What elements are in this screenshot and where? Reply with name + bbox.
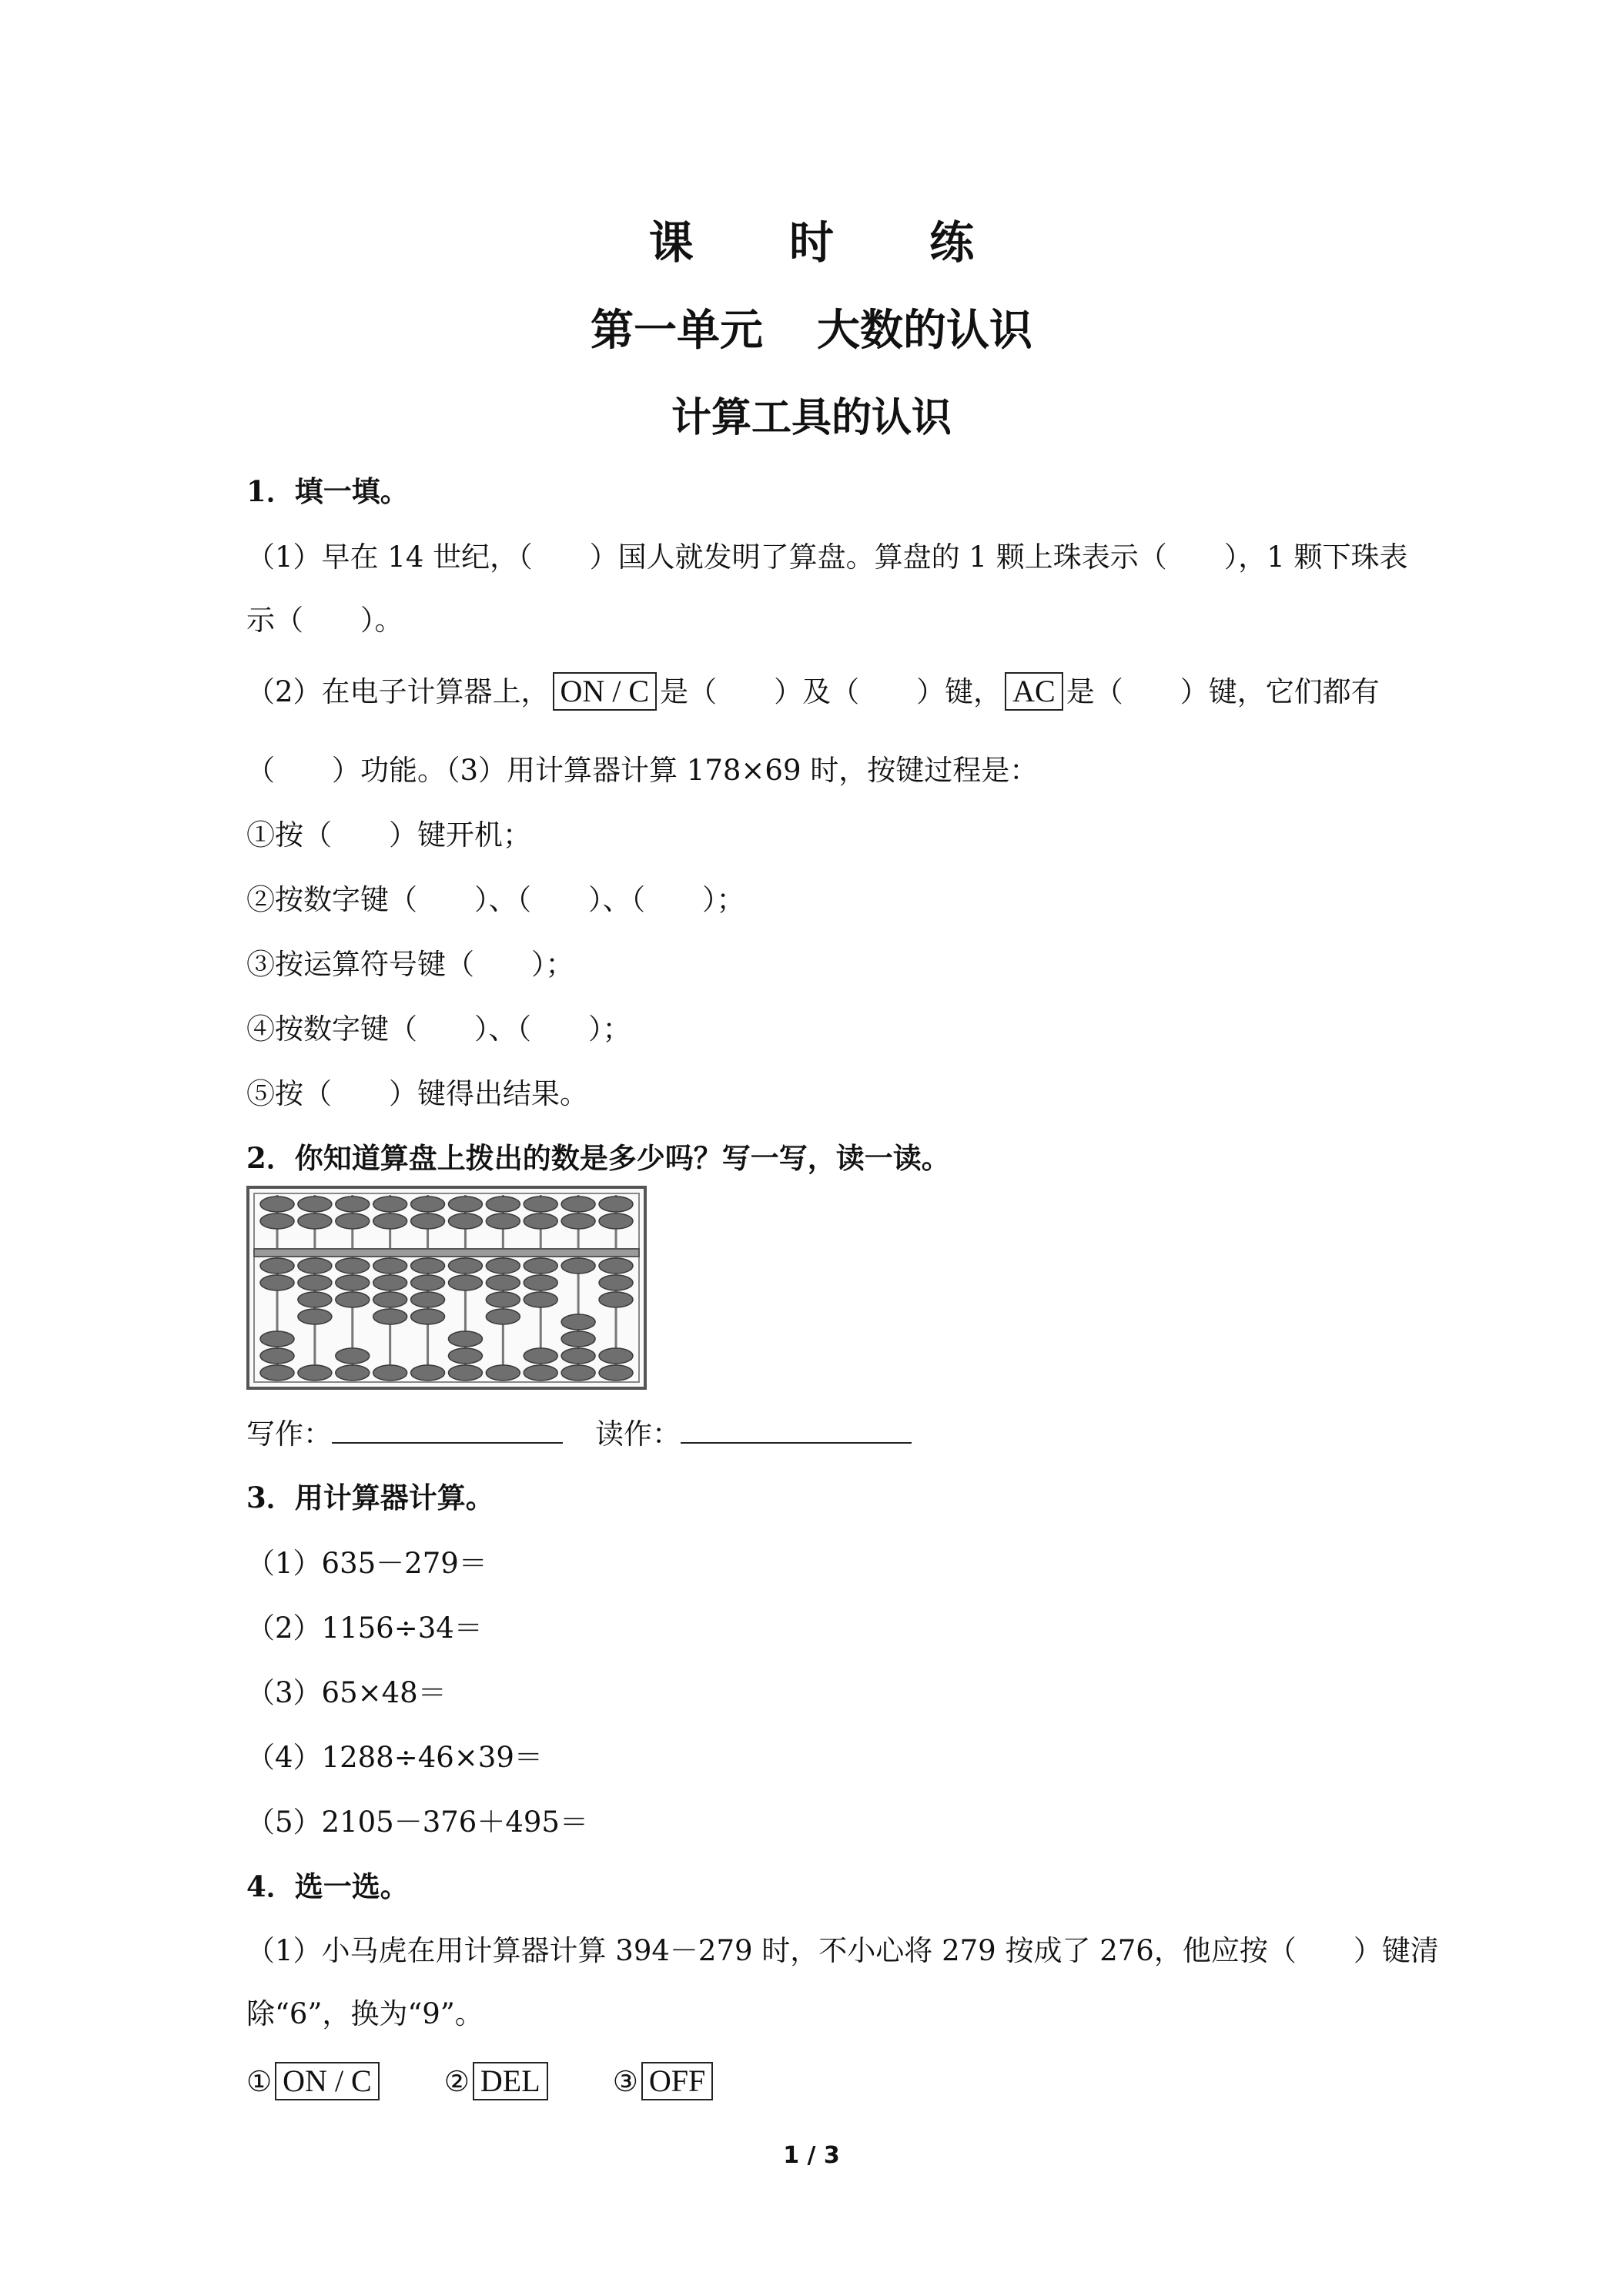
q3-item-2: （2）1156÷34＝ [246,1612,483,1645]
page-number: 1 / 3 [783,2142,840,2169]
abacus-lower-bead [260,1365,294,1381]
q1-part2-suffix: 是（ ）键，它们都有 [1066,675,1380,708]
abacus-upper-bead [336,1213,370,1229]
abacus-lower-bead [486,1365,520,1381]
abacus-upper-bead [561,1197,595,1212]
abacus-lower-bead [373,1258,407,1274]
abacus-upper-bead [599,1213,633,1229]
q3-item-5: （5）2105－376＋495＝ [246,1806,588,1839]
option-3-number: ③ [612,2065,638,2098]
write-label: 写作： [246,1417,332,1451]
abacus-upper-bead [448,1213,482,1229]
abacus-upper-bead [486,1213,520,1229]
unit-topic: 大数的认识 [817,305,1032,356]
abacus-lower-bead [599,1348,633,1364]
option-2-number: ② [443,2065,470,2098]
q3-item-3: （3）65×48＝ [246,1676,447,1709]
abacus-lower-bead [260,1258,294,1274]
option-2-key: DEL [473,2062,548,2100]
q1-heading: 1．填一填。 [246,474,409,508]
q1-part2-line1 [246,668,1380,711]
abacus-lower-bead [411,1365,445,1381]
read-label: 读作： [595,1417,681,1451]
q1-part2-mid: 是（ ）及（ ）键， [660,675,1002,708]
q2-answer-line [246,1411,912,1452]
q1-step-3: ③按运算符号键（ ）； [246,948,574,981]
q4-options [246,2062,716,2100]
abacus-lower-bead [336,1275,370,1290]
option-1[interactable] [246,2065,383,2098]
abacus-lower-bead [448,1365,482,1381]
abacus-upper-bead [298,1213,332,1229]
q1-step-1: ①按（ ）键开机； [246,818,531,852]
abacus-upper-bead [260,1213,294,1229]
abacus-lower-bead [486,1292,520,1307]
abacus-lower-bead [336,1365,370,1381]
abacus-lower-bead [599,1365,633,1381]
abacus-lower-bead [336,1348,370,1364]
abacus-lower-bead [561,1348,595,1364]
q3-item-4: （4）1288÷46×39＝ [246,1741,543,1774]
abacus-lower-bead [524,1365,557,1381]
abacus-lower-bead [599,1275,633,1290]
abacus-upper-bead [260,1197,294,1212]
q4-heading: 4．选一选。 [246,1869,409,1903]
q1-part2-prefix: （2）在电子计算器上， [246,675,550,708]
abacus-lower-bead [599,1258,633,1274]
q1-part1-line1: （1）早在 14 世纪，（ ）国人就发明了算盘。算盘的 1 颗上珠表示（ ），1 颗下珠表 [246,541,1408,574]
abacus-lower-bead [298,1365,332,1381]
unit-number: 第一单元 [591,305,763,356]
abacus-lower-bead [448,1348,482,1364]
abacus-upper-bead [486,1197,520,1212]
q1-part1-line2: 示（ ）。 [246,604,403,637]
abacus-lower-bead [599,1292,633,1307]
abacus-lower-bead [486,1258,520,1274]
abacus-beam [254,1249,639,1257]
abacus-lower-bead [411,1275,445,1290]
abacus-lower-bead [336,1292,370,1307]
abacus-lower-bead [561,1258,595,1274]
abacus-lower-bead [561,1365,595,1381]
q1-step-2: ②按数字键（ ）、（ ）、（ ）； [246,883,745,916]
abacus-lower-bead [561,1314,595,1330]
ac-key-box: AC [1005,672,1063,711]
abacus-lower-bead [486,1275,520,1290]
abacus-lower-bead [411,1292,445,1307]
abacus-upper-bead [411,1213,445,1229]
option-1-number: ① [246,2065,273,2098]
abacus-lower-bead [373,1309,407,1324]
write-answer-blank[interactable] [332,1419,563,1444]
abacus-lower-bead [524,1292,557,1307]
abacus-upper-bead [448,1197,482,1212]
option-2[interactable] [444,2065,551,2098]
abacus-upper-bead [524,1213,557,1229]
abacus-lower-bead [336,1258,370,1274]
option-3[interactable] [613,2065,717,2098]
abacus-upper-bead [561,1213,595,1229]
abacus-lower-bead [524,1258,557,1274]
option-1-key: ON / C [275,2062,380,2100]
abacus-lower-bead [524,1275,557,1290]
abacus-lower-bead [298,1292,332,1307]
on-c-key-box: ON / C [553,672,658,711]
abacus-lower-bead [260,1331,294,1347]
abacus-lower-bead [486,1309,520,1324]
abacus-lower-bead [298,1275,332,1290]
abacus-lower-bead [411,1258,445,1274]
abacus-upper-bead [373,1213,407,1229]
lesson-title: 计算工具的认识 [671,394,952,441]
q4-part1-line2: 除“6”，换为“9”。 [246,1997,484,2030]
abacus-lower-bead [524,1348,557,1364]
option-3-key: OFF [641,2062,713,2100]
abacus-lower-bead [373,1292,407,1307]
abacus-image [246,1186,647,1390]
abacus-lower-bead [298,1309,332,1324]
q4-part1-line1: （1）小马虎在用计算器计算 394－279 时，不小心将 279 按成了 276，他应按（ ）键清 [246,1934,1439,1967]
worksheet-title: 课 时 练 [648,216,1015,269]
abacus-lower-bead [373,1365,407,1381]
abacus-lower-bead [298,1258,332,1274]
q1-step-4: ④按数字键（ ）、（ ）； [246,1012,631,1046]
read-answer-blank[interactable] [681,1419,912,1444]
abacus-lower-bead [448,1275,482,1290]
abacus-lower-bead [373,1275,407,1290]
q1-step-5: ⑤按（ ）键得出结果。 [246,1077,588,1110]
abacus-upper-bead [373,1197,407,1212]
abacus-lower-bead [260,1348,294,1364]
q1-part2-line2: （ ）功能。（3）用计算器计算 178×69 时，按键过程是： [246,754,1039,787]
q2-heading: 2．你知道算盘上拨出的数是多少吗？写一写，读一读。 [246,1141,950,1175]
abacus-lower-bead [448,1258,482,1274]
abacus-upper-bead [411,1197,445,1212]
abacus-upper-bead [336,1197,370,1212]
q3-heading: 3．用计算器计算。 [246,1481,494,1514]
abacus-lower-bead [561,1331,595,1347]
unit-title [0,296,1623,358]
abacus-upper-bead [298,1197,332,1212]
abacus-upper-bead [599,1197,633,1212]
abacus-lower-bead [448,1331,482,1347]
abacus-lower-bead [411,1309,445,1324]
q3-item-1: （1）635－279＝ [246,1547,487,1580]
abacus-lower-bead [260,1275,294,1290]
abacus-upper-bead [524,1197,557,1212]
